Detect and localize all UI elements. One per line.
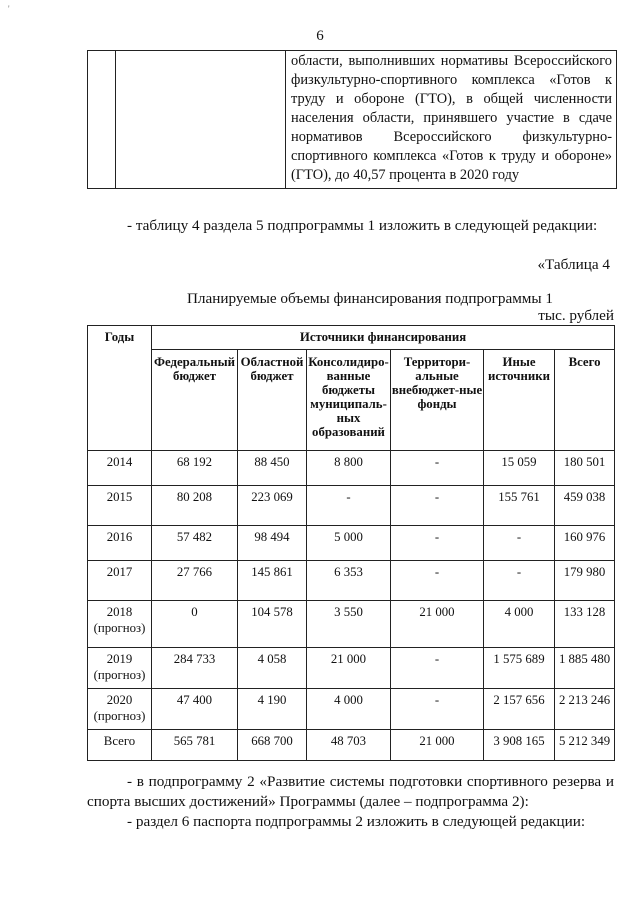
row-year-value: 2017 [106,565,133,579]
table-cell: 565 781 [152,730,238,761]
table-cell: 160 976 [555,526,615,561]
table-cell: 145 861 [238,561,307,601]
row-year-value: 2019 [106,652,133,666]
row-year [88,601,152,648]
table-cell: - [484,526,555,561]
table-cell: 4 190 [238,689,307,730]
row-year [88,689,152,730]
table-title: Планируемые объемы финансирования подпрограммы 1 [186,290,554,307]
table-cell: 21 000 [391,601,484,648]
table-cell: 179 980 [555,561,615,601]
header-municipal: Консолидиро-ванные бюджеты муниципаль-ных образований [307,350,391,451]
table-row [88,451,615,486]
table-cell: 0 [152,601,238,648]
table-row [88,601,615,648]
table-cell: 48 703 [307,730,391,761]
table-cell: 4 000 [484,601,555,648]
table-cell: 2 157 656 [484,689,555,730]
header-sources: Источники финансирования [152,326,615,350]
row-year-value: 2018 [106,605,133,619]
table-cell: 57 482 [152,526,238,561]
row-year-note: (прогноз) [93,668,146,682]
row-year [88,526,152,561]
table-cell: 668 700 [238,730,307,761]
table-cell: 2 213 246 [555,689,615,730]
table-cell: 5 212 349 [555,730,615,761]
table-cell: 68 192 [152,451,238,486]
table-row [88,689,615,730]
row-year [88,451,152,486]
table-cell: 180 501 [555,451,615,486]
table-cell: 155 761 [484,486,555,526]
bottom-paragraph-1: - в подпрограмму 2 «Развитие системы подготовки спортивного резерва и спорта высших достижений» Программы (далее – подпрограмма 2): [87,773,614,810]
financing-table-body [88,451,615,761]
row-year-value: 2014 [106,455,133,469]
table-cell: 104 578 [238,601,307,648]
table-cell: 3 550 [307,601,391,648]
table-cell: - [307,486,391,526]
continued-text: области, выполнивших нормативы Всероссийского физкультурно-спортивного комплекса «Готов к труду и обороне (ГТО), в общей численности населения области, принявшего участие в сдаче нормативов Всероссийского физкультурно-спортивного комплекса «Готов к труду и обороне» (ГТО), до 40,57 процента в 2020 году [291,53,612,183]
header-regional: Областной бюджет [238,350,307,451]
table-cell: 47 400 [152,689,238,730]
table-cell: - [391,526,484,561]
header-extrabudgetary: Территори-альные внебюджет-ные фонды [391,350,484,451]
table-cell: 80 208 [152,486,238,526]
row-year-note: (прогноз) [93,709,146,723]
continued-cell-number [88,51,116,189]
table-row [88,648,615,689]
header-total: Всего [555,350,615,451]
table-cell: 4 058 [238,648,307,689]
row-year [88,730,152,761]
row-year-value: 2016 [106,530,133,544]
table-cell: 4 000 [307,689,391,730]
table-cell: 3 908 165 [484,730,555,761]
table-cell: - [391,486,484,526]
table-cell: - [391,561,484,601]
table-row [88,561,615,601]
table-cell: 1 885 480 [555,648,615,689]
table-row [88,486,615,526]
table-cell: 133 128 [555,601,615,648]
row-year [88,561,152,601]
table-cell: 98 494 [238,526,307,561]
row-year-value: 2020 [106,693,133,707]
table-cell: 21 000 [307,648,391,689]
table-row [88,730,615,761]
instruction-paragraph: - таблицу 4 раздела 5 подпрограммы 1 изложить в следующей редакции: [127,217,598,234]
table-cell: 223 069 [238,486,307,526]
table-cell: 15 059 [484,451,555,486]
table-cell: 1 575 689 [484,648,555,689]
financing-table [87,325,615,761]
table-cell: 88 450 [238,451,307,486]
continued-cell-name [116,51,286,189]
continued-cell-text [286,51,617,189]
header-federal: Федеральный бюджет [152,350,238,451]
corner-mark: ' [8,4,10,14]
bottom-paragraph-2: - раздел 6 паспорта подпрограммы 2 изложить в следующей редакции: [127,813,586,830]
page-number: 6 [316,28,324,44]
row-year [88,648,152,689]
table-cell: 5 000 [307,526,391,561]
row-year-value: Всего [103,734,136,748]
header-other: Иные источники [484,350,555,451]
row-year-note: (прогноз) [93,621,146,635]
header-years: Годы [88,326,152,451]
table-cell: 284 733 [152,648,238,689]
table-cell: 8 800 [307,451,391,486]
table-cell: - [391,648,484,689]
table-cell: 21 000 [391,730,484,761]
table-cell: - [391,451,484,486]
table-reference: «Таблица 4 [537,256,610,273]
table-cell: - [484,561,555,601]
table-cell: 27 766 [152,561,238,601]
table-cell: 6 353 [307,561,391,601]
table-cell: - [391,689,484,730]
row-year [88,486,152,526]
table-row [88,526,615,561]
table-cell: 459 038 [555,486,615,526]
continued-table [87,50,617,189]
units-label: тыс. рублей [538,307,614,324]
row-year-value: 2015 [106,490,133,504]
